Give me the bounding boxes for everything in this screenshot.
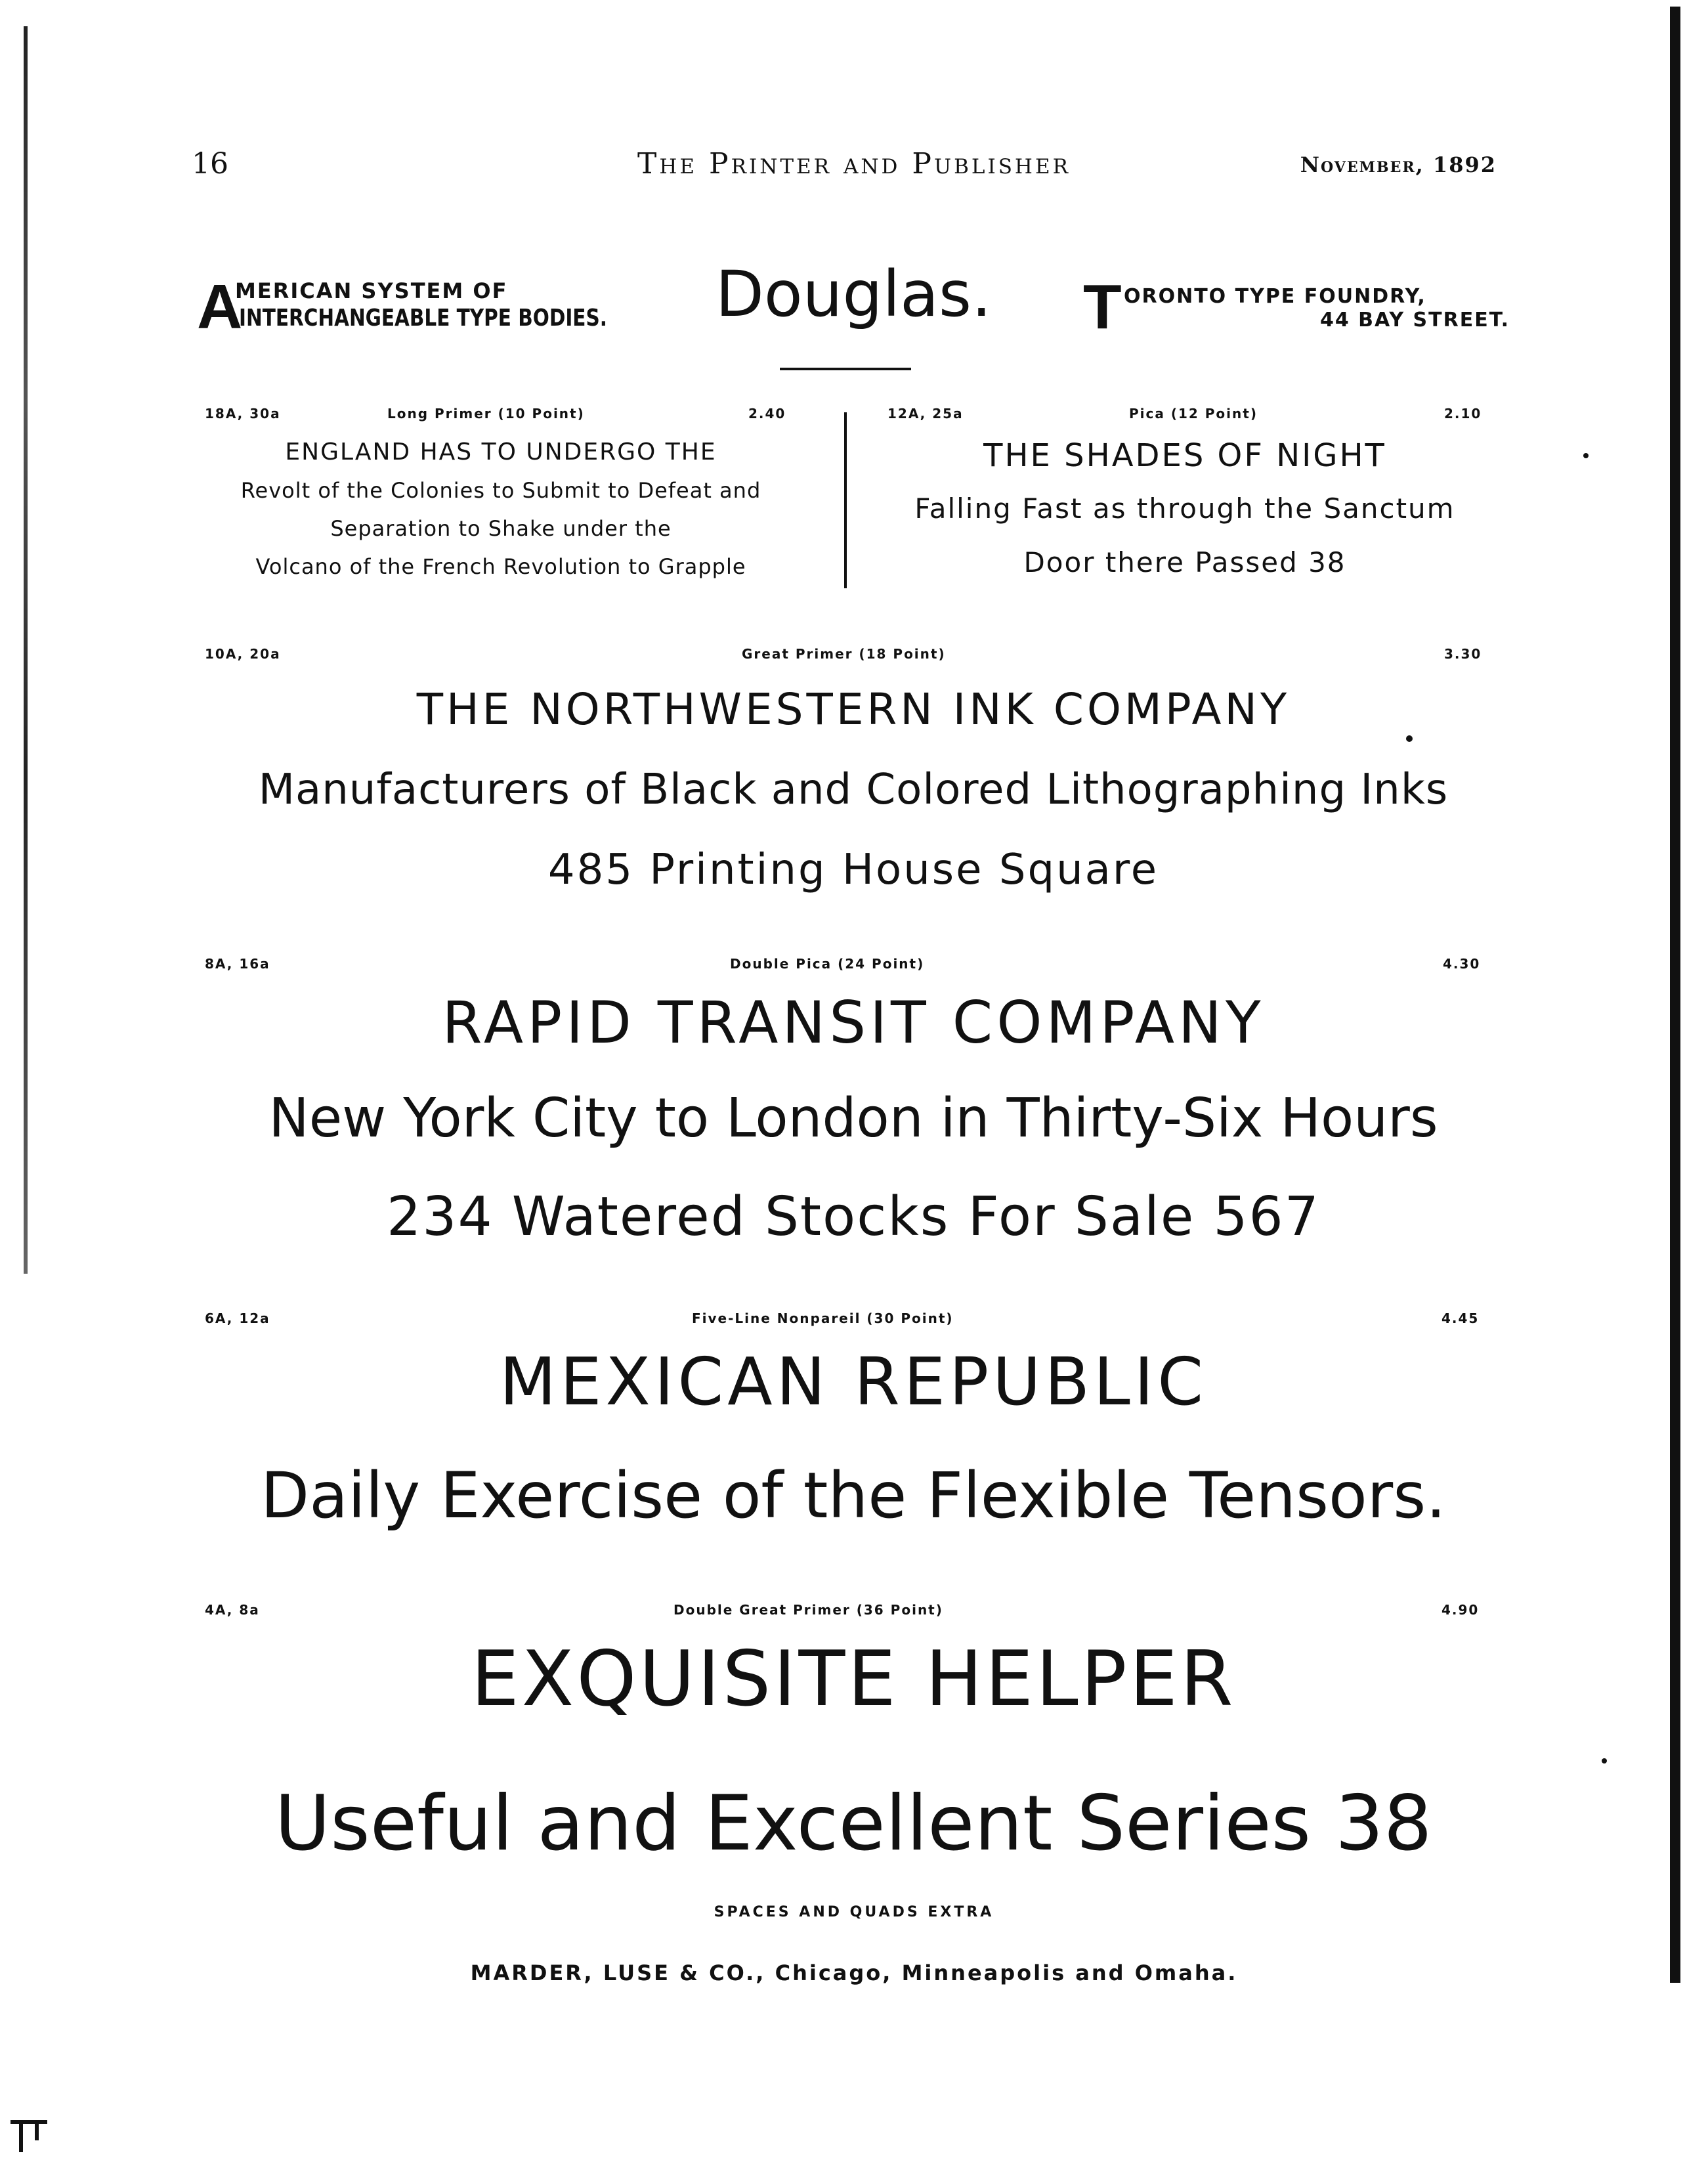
specimen-line: Manufacturers of Black and Colored Lithographing Inks — [258, 766, 1449, 814]
specimen-line: Revolt of the Colonies to Submit to Defeat and — [240, 478, 761, 503]
spec-count: 18A, 30a — [205, 406, 281, 422]
ink-speck — [1406, 735, 1413, 742]
column-rule — [844, 412, 847, 588]
spaces-quads-note: SPACES AND QUADS EXTRA — [714, 1904, 994, 1920]
scan-edge-left — [24, 26, 28, 1274]
journal-title: The Printer and Publisher — [637, 147, 1071, 181]
spec-size: Five-Line Nonpareil (30 Point) — [692, 1310, 954, 1326]
ink-speck — [1583, 453, 1589, 458]
spec-count: 4A, 8a — [205, 1602, 260, 1618]
specimen-line: ENGLAND HAS TO UNDERGO THE — [285, 439, 717, 465]
page-number: 16 — [192, 147, 228, 181]
ink-speck — [1602, 1758, 1607, 1764]
toronto-foundry-line1: ORONTO TYPE FOUNDRY, — [1124, 285, 1426, 308]
spec-count: 10A, 20a — [205, 646, 281, 662]
specimen-line: Falling Fast as through the Sanctum — [914, 492, 1455, 525]
specimen-line: RAPID TRANSIT COMPANY — [442, 989, 1265, 1056]
issue-date: November, 1892 — [1300, 152, 1497, 177]
specimen-line: 234 Watered Stocks For Sale 567 — [387, 1186, 1320, 1248]
drop-initial-a: A — [197, 272, 243, 342]
toronto-foundry-heading — [1083, 272, 1510, 342]
spec-size: Double Pica (24 Point) — [730, 956, 925, 972]
spec-price: 2.40 — [748, 406, 786, 422]
spec-price: 4.90 — [1441, 1602, 1480, 1618]
spec-price: 4.45 — [1441, 1310, 1480, 1326]
specimen-line: Separation to Shake under the — [330, 516, 672, 541]
spec-count: 8A, 16a — [205, 956, 270, 972]
specimen-line: 485 Printing House Square — [547, 846, 1159, 894]
spec-size: Pica (12 Point) — [1129, 406, 1258, 422]
specimen-line: THE NORTHWESTERN INK COMPANY — [416, 684, 1291, 735]
american-system-heading — [197, 272, 617, 342]
specimen-line: Door there Passed 38 — [1023, 546, 1346, 578]
specimen-line: Volcano of the French Revolution to Grapple — [255, 554, 746, 579]
spec-size: Long Primer (10 Point) — [387, 406, 585, 422]
specimen-line: MEXICAN REPUBLIC — [499, 1343, 1208, 1420]
spec-price: 2.10 — [1444, 406, 1482, 422]
scan-edge-right — [1670, 7, 1680, 1983]
specimen-line: New York City to London in Thirty-Six Hours — [268, 1087, 1438, 1150]
american-system-line1: MERICAN SYSTEM OF — [235, 278, 508, 303]
spec-size: Double Great Primer (36 Point) — [673, 1602, 943, 1618]
drop-initial-t: T — [1083, 272, 1122, 342]
spec-count: 6A, 12a — [205, 1310, 270, 1326]
toronto-foundry-line2: 44 BAY STREET. — [1319, 309, 1510, 332]
specimen-line: Daily Exercise of the Flexible Tensors. — [261, 1459, 1446, 1532]
typeface-name: Douglas. — [715, 257, 992, 331]
corner-mark-icon — [9, 2114, 49, 2153]
spec-size: Great Primer (18 Point) — [742, 646, 946, 662]
title-rule — [780, 368, 911, 370]
spec-count: 12A, 25a — [887, 406, 964, 422]
specimen-line: THE SHADES OF NIGHT — [983, 437, 1386, 474]
foundry-imprint: MARDER, LUSE & CO., Chicago, Minneapolis and Omaha. — [470, 1960, 1238, 1985]
specimen-line: EXQUISITE HELPER — [471, 1635, 1236, 1723]
spec-price: 3.30 — [1444, 646, 1482, 662]
specimen-line: Useful and Excellent Series 38 — [274, 1779, 1432, 1868]
spec-price: 4.30 — [1443, 956, 1481, 972]
american-system-line2: INTERCHANGEABLE TYPE BODIES. — [239, 305, 607, 332]
